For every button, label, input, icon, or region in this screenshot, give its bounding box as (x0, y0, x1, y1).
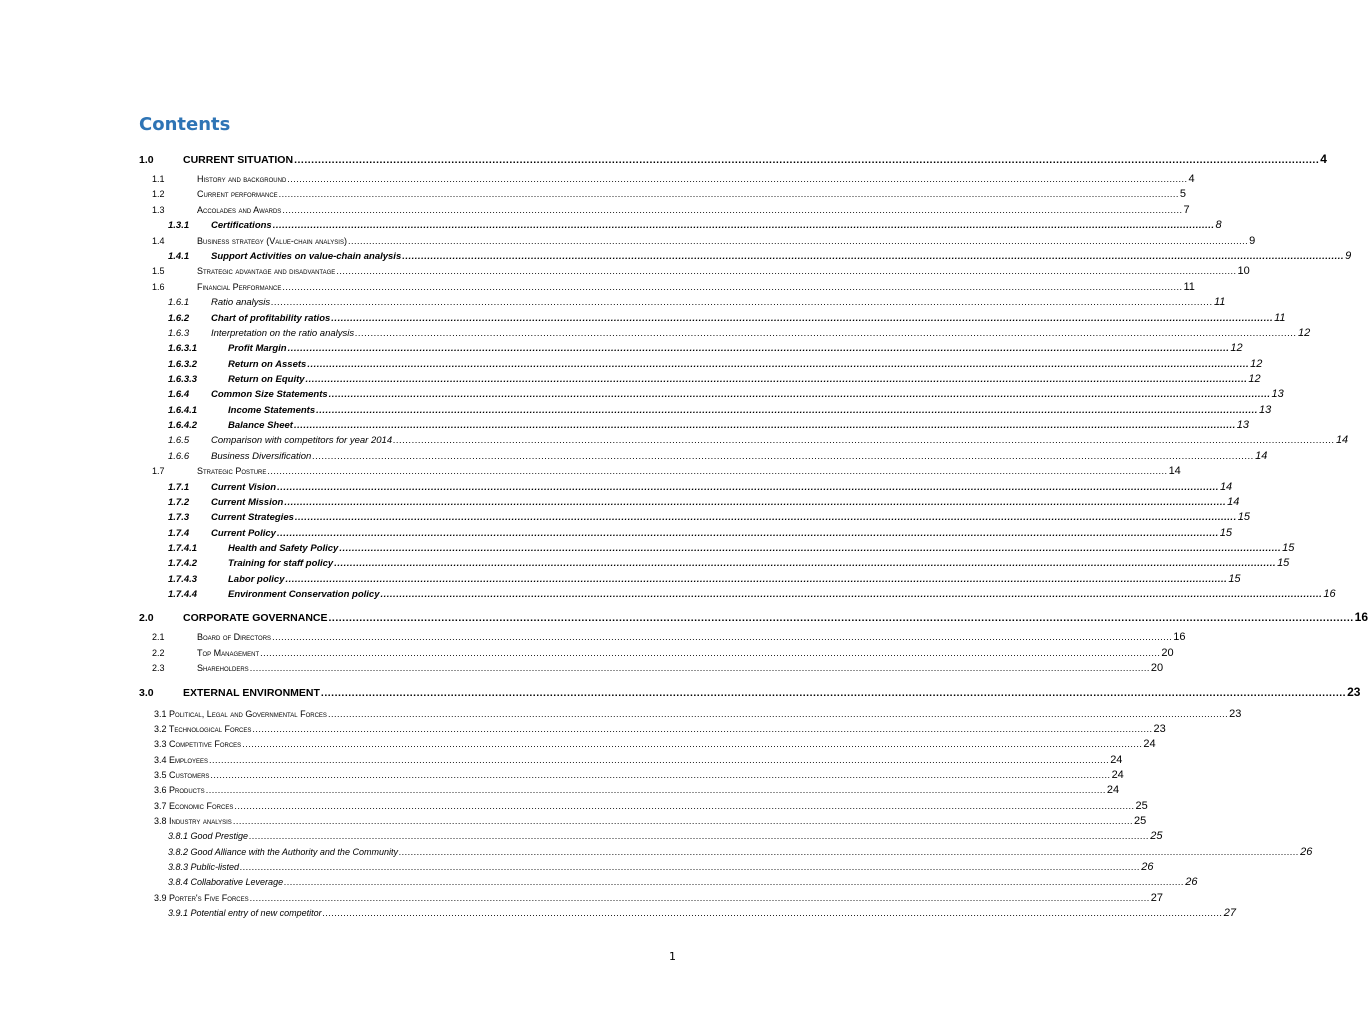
toc-dot-leader: ............................................................................................................................................................................................................................................................................................................ (328, 612, 1354, 624)
toc-entry-number: 1.7 (152, 466, 165, 476)
toc-entry-number: 1.7.4.3 (168, 574, 198, 585)
toc-dot-leader: ............................................................................................................................................................................................................................................................................................................ (249, 893, 1150, 903)
toc-entry-page: 8 (1215, 219, 1222, 231)
toc-entry[interactable] (168, 358, 1263, 374)
toc-entry-label: Accolades and Awards (197, 205, 282, 215)
toc-entry-page: 25 (1150, 830, 1163, 842)
toc-dot-leader: ............................................................................................................................................................................................................................................................................................................ (294, 512, 1237, 523)
toc-dot-leader: ............................................................................................................................................................................................................................................................................................................ (339, 543, 1282, 554)
toc-entry-label: Strategic advantage and disadvantage (197, 266, 336, 276)
toc-entry[interactable] (139, 610, 1368, 626)
toc-entry[interactable] (168, 342, 1243, 358)
toc-entry-page: 20 (1150, 662, 1164, 674)
toc-dot-leader: ............................................................................................................................................................................................................................................................................................................ (278, 189, 1179, 199)
toc-entry-label: 3.1 Political, Legal and Governmental Forces (154, 709, 327, 719)
toc-entry-number: 1.6 (152, 282, 165, 292)
toc-entry-label: Current Strategies (211, 512, 294, 523)
toc-entry[interactable] (152, 281, 1195, 297)
toc-entry-label: 3.9.1 Potential entry of new competitor (168, 908, 322, 918)
toc-entry-label: 3.8.3 Public-listed (168, 862, 240, 872)
toc-entry-page: 16 (1173, 631, 1186, 643)
toc-entry-number: 3.0 (139, 687, 154, 699)
toc-entry[interactable] (168, 511, 1250, 527)
toc-entry-number: 1.7.4 (168, 528, 190, 539)
toc-entry[interactable] (152, 662, 1164, 678)
toc-entry-page: 12 (1248, 373, 1261, 385)
toc-entry-page: 23 (1229, 708, 1242, 720)
toc-entry-page: 10 (1237, 265, 1250, 277)
toc-entry[interactable] (154, 784, 1120, 800)
toc-entry-page: 5 (1179, 188, 1186, 200)
toc-dot-leader: ............................................................................................................................................................................................................................................................................................................ (272, 632, 1173, 642)
toc-dot-leader: ............................................................................................................................................................................................................................................................................................................ (272, 220, 1215, 231)
toc-entry-page: 23 (1347, 685, 1361, 699)
toc-entry[interactable] (168, 373, 1261, 389)
toc-entry-page: 12 (1250, 358, 1263, 370)
toc-dot-leader: ............................................................................................................................................................................................................................................................................................................ (398, 847, 1300, 857)
toc-entry-page: 14 (1219, 481, 1233, 493)
toc-dot-leader: ............................................................................................................................................................................................................................................................................................................ (327, 709, 1229, 719)
toc-entry-page: 15 (1228, 573, 1241, 585)
toc-entry-label: CURRENT SITUATION (183, 154, 294, 166)
toc-entry-number: 1.7.4.1 (168, 543, 198, 554)
toc-entry-number: 1.6.4.1 (168, 405, 198, 416)
toc-dot-leader: ............................................................................................................................................................................................................................................................................................................ (307, 359, 1250, 370)
toc-entry-page: 24 (1106, 784, 1120, 796)
toc-entry[interactable] (168, 219, 1222, 235)
toc-entry[interactable] (168, 250, 1352, 266)
toc-dot-leader: ............................................................................................................................................................................................................................................................................................................ (312, 451, 1255, 462)
toc-dot-leader: ............................................................................................................................................................................................................................................................................................................ (252, 724, 1153, 734)
toc-entry-number: 2.3 (152, 663, 165, 673)
toc-entry-page: 27 (1223, 907, 1236, 919)
toc-entry-page: 24 (1111, 769, 1124, 781)
toc-entry-page: 14 (1255, 450, 1268, 462)
toc-dot-leader: ............................................................................................................................................................................................................................................................................................................ (282, 205, 1183, 215)
toc-entry-label: 3.7 Economic Forces (154, 801, 234, 811)
toc-entry-page: 23 (1153, 723, 1166, 735)
toc-dot-leader: ............................................................................................................................................................................................................................................................................................................ (331, 313, 1274, 324)
toc-dot-leader: ............................................................................................................................................................................................................................................................................................................ (347, 236, 1249, 246)
toc-entry-label: Health and Safety Policy (228, 543, 339, 554)
toc-dot-leader: ............................................................................................................................................................................................................................................................................................................ (320, 687, 1347, 699)
toc-dot-leader: ............................................................................................................................................................................................................................................................................................................ (355, 328, 1297, 339)
toc-entry-label: Business Diversification (211, 451, 312, 462)
toc-entry[interactable] (154, 708, 1242, 724)
toc-entry[interactable] (154, 754, 1123, 770)
toc-entry-label: CORPORATE GOVERNANCE (183, 612, 328, 624)
toc-entry[interactable] (154, 738, 1156, 754)
toc-entry[interactable] (168, 588, 1336, 604)
toc-entry-label: Balance Sheet (228, 420, 293, 431)
toc-dot-leader: ............................................................................................................................................................................................................................................................................................................ (334, 558, 1277, 569)
toc-entry-page: 13 (1236, 419, 1250, 431)
toc-entry-label: 3.4 Employees (154, 755, 209, 765)
toc-entry[interactable] (152, 235, 1256, 251)
toc-entry[interactable] (168, 876, 1198, 892)
toc-entry-page: 25 (1135, 800, 1148, 812)
toc-dot-leader: ............................................................................................................................................................................................................................................................................................................ (305, 374, 1248, 385)
toc-dot-leader: ............................................................................................................................................................................................................................................................................................................ (271, 297, 1213, 308)
toc-entry-number: 1.6.3 (168, 328, 190, 339)
toc-entry-label: Labor policy (228, 574, 285, 585)
toc-entry-page: 20 (1161, 647, 1174, 659)
toc-entry[interactable] (152, 465, 1181, 481)
toc-entry-page: 27 (1150, 892, 1164, 904)
toc-entry[interactable] (139, 685, 1361, 701)
toc-entry-label: EXTERNAL ENVIRONMENT (183, 687, 320, 699)
toc-entry-number: 1.2 (152, 189, 165, 199)
toc-entry[interactable] (168, 434, 1349, 450)
toc-entry-label: Strategic Posture (197, 466, 267, 476)
toc-entry[interactable] (168, 296, 1226, 312)
toc-entry-page: 15 (1219, 527, 1233, 539)
toc-entry-page: 7 (1183, 204, 1190, 216)
toc-entry[interactable] (152, 173, 1195, 189)
toc-entry-label: Current Policy (211, 528, 276, 539)
toc-dot-leader: ............................................................................................................................................................................................................................................................................................................ (285, 574, 1228, 585)
toc-entry-page: 13 (1271, 388, 1284, 400)
toc-entry[interactable] (152, 631, 1186, 647)
toc-entry-label: 3.8.2 Good Alliance with the Authority and the Community (168, 847, 398, 857)
toc-entry-number: 1.6.3.1 (168, 343, 198, 354)
toc-entry[interactable] (152, 265, 1250, 281)
toc-entry-number: 1.7.1 (168, 482, 190, 493)
toc-entry-label: 3.2 Technological Forces (154, 724, 252, 734)
toc-entry-label: Current Vision (211, 482, 277, 493)
toc-entry-label: Business strategy (Value-chain analysis) (197, 236, 347, 246)
toc-entry[interactable] (168, 573, 1241, 589)
toc-entry[interactable] (168, 830, 1163, 846)
toc-entry-label: Board of Directors (197, 632, 272, 642)
toc-entry-number: 1.7.4.2 (168, 558, 198, 569)
toc-entry-number: 1.7.3 (168, 512, 190, 523)
toc-entry-label: Ratio analysis (211, 297, 271, 308)
toc-dot-leader: ............................................................................................................................................................................................................................................................................................................ (322, 908, 1223, 918)
toc-entry-page: 4 (1188, 173, 1195, 185)
toc-dot-leader: ............................................................................................................................................................................................................................................................................................................ (287, 174, 1188, 184)
toc-entry[interactable] (168, 481, 1233, 497)
toc-entry-label: Interpretation on the ratio analysis (211, 328, 355, 339)
toc-entry-number: 1.4.1 (168, 251, 190, 262)
toc-entry[interactable] (152, 204, 1190, 220)
toc-dot-leader: ............................................................................................................................................................................................................................................................................................................ (402, 251, 1345, 262)
toc-entry-page: 16 (1323, 588, 1336, 600)
toc-dot-leader: ............................................................................................................................................................................................................................................................................................................ (282, 282, 1183, 292)
toc-entry-page: 11 (1274, 312, 1286, 324)
toc-entry-label: 3.8.1 Good Prestige (168, 831, 249, 841)
toc-dot-leader: ............................................................................................................................................................................................................................................................................................................ (240, 862, 1141, 872)
toc-dot-leader: ............................................................................................................................................................................................................................................................................................................ (316, 405, 1258, 416)
toc-entry-number: 1.5 (152, 266, 165, 276)
toc-entry-number: 1.7.2 (168, 497, 190, 508)
toc-entry[interactable] (168, 557, 1290, 573)
toc-entry-label: Chart of profitability ratios (211, 313, 331, 324)
toc-entry-number: 2.1 (152, 632, 165, 642)
toc-entry[interactable] (152, 188, 1186, 204)
toc-entry-label: 3.5 Customers (154, 770, 210, 780)
toc-entry-number: 1.6.6 (168, 451, 190, 462)
toc-entry-page: 26 (1300, 846, 1313, 858)
toc-entry-number: 1.1 (152, 174, 165, 184)
toc-entry[interactable] (168, 527, 1233, 543)
toc-entry-label: Profit Margin (228, 343, 287, 354)
toc-entry-label: 3.9 Porter's Five Forces (154, 893, 249, 903)
toc-entry[interactable] (154, 892, 1164, 908)
toc-entry-label: Financial Performance (197, 282, 282, 292)
toc-entry[interactable] (168, 846, 1313, 862)
toc-entry-number: 1.6.2 (168, 313, 190, 324)
toc-entry-number: 1.6.1 (168, 297, 190, 308)
toc-dot-leader: ............................................................................................................................................................................................................................................................................................................ (267, 466, 1168, 476)
toc-entry-label: 3.8 Industry analysis (154, 816, 232, 826)
toc-dot-leader: ............................................................................................................................................................................................................................................................................................................ (234, 801, 1135, 811)
toc-entry-number: 1.6.4 (168, 389, 190, 400)
toc-entry-number: 2.2 (152, 648, 165, 658)
toc-entry-number: 2.0 (139, 612, 154, 624)
toc-entry-number: 1.6.3.3 (168, 374, 198, 385)
toc-entry[interactable] (168, 327, 1311, 343)
toc-entry-page: 14 (1335, 434, 1349, 446)
toc-entry-label: Certifications (211, 220, 272, 231)
toc-entry-page: 11 (1183, 281, 1195, 293)
toc-dot-leader: ............................................................................................................................................................................................................................................................................................................ (287, 343, 1230, 354)
toc-entry-number: 1.3.1 (168, 220, 190, 231)
toc-entry[interactable] (168, 496, 1240, 512)
toc-dot-leader: ............................................................................................................................................................................................................................................................................................................ (293, 420, 1236, 431)
toc-entry[interactable] (168, 419, 1250, 435)
toc-dot-leader: ............................................................................................................................................................................................................................................................................................................ (380, 589, 1323, 600)
toc-entry-page: 4 (1320, 152, 1327, 166)
toc-entry-label: Current performance (197, 189, 278, 199)
toc-dot-leader: ............................................................................................................................................................................................................................................................................................................ (328, 389, 1271, 400)
toc-dot-leader: ............................................................................................................................................................................................................................................................................................................ (336, 266, 1237, 276)
toc-entry-label: Environment Conservation policy (228, 589, 380, 600)
toc-entry-page: 11 (1213, 296, 1226, 308)
toc-entry[interactable] (154, 723, 1166, 739)
toc-dot-leader: ............................................................................................................................................................................................................................................................................................................ (393, 435, 1335, 446)
toc-entry-label: Common Size Statements (211, 389, 328, 400)
toc-entry-page: 26 (1141, 861, 1154, 873)
toc-entry[interactable] (168, 312, 1286, 328)
toc-entry[interactable] (168, 542, 1295, 558)
toc-entry-number: 1.6.4.2 (168, 420, 198, 431)
toc-entry[interactable] (168, 907, 1236, 923)
toc-heading: Contents (139, 114, 231, 135)
toc-entry-label: Comparison with competitors for year 2014 (211, 435, 393, 446)
toc-dot-leader: ............................................................................................................................................................................................................................................................................................................ (284, 497, 1227, 508)
toc-entry[interactable] (154, 769, 1124, 785)
toc-entry-label: Return on Assets (228, 359, 307, 370)
toc-dot-leader: ............................................................................................................................................................................................................................................................................................................ (284, 877, 1185, 887)
toc-entry-label: Shareholders (197, 663, 249, 673)
toc-entry[interactable] (139, 152, 1327, 168)
toc-entry-page: 9 (1249, 235, 1256, 247)
toc-entry-page: 12 (1230, 342, 1243, 354)
toc-dot-leader: ............................................................................................................................................................................................................................................................................................................ (232, 816, 1133, 826)
toc-dot-leader: ............................................................................................................................................................................................................................................................................................................ (277, 482, 1219, 493)
toc-dot-leader: ............................................................................................................................................................................................................................................................................................................ (249, 831, 1150, 841)
toc-entry-page: 13 (1258, 404, 1272, 416)
toc-entry-number: 1.0 (139, 154, 154, 166)
toc-entry-page: 15 (1282, 542, 1295, 554)
toc-dot-leader: ............................................................................................................................................................................................................................................................................................................ (249, 663, 1150, 673)
toc-entry-label: Top Management (197, 648, 260, 658)
toc-entry-page: 24 (1110, 754, 1123, 766)
toc-entry[interactable] (168, 450, 1268, 466)
toc-entry-label: Current Mission (211, 497, 284, 508)
toc-entry-label: Return on Equity (228, 374, 305, 385)
toc-dot-leader: ............................................................................................................................................................................................................................................................................................................ (276, 528, 1219, 539)
toc-dot-leader: ............................................................................................................................................................................................................................................................................................................ (209, 755, 1110, 765)
toc-entry-page: 24 (1143, 738, 1156, 750)
toc-entry[interactable] (154, 815, 1147, 831)
toc-entry-number: 1.4 (152, 236, 165, 246)
toc-entry-number: 1.3 (152, 205, 165, 215)
toc-dot-leader: ............................................................................................................................................................................................................................................................................................................ (242, 739, 1143, 749)
toc-dot-leader: ............................................................................................................................................................................................................................................................................................................ (294, 154, 1320, 166)
toc-entry-label: 3.6 Products (154, 785, 205, 795)
toc-entry-page: 14 (1227, 496, 1240, 508)
toc-entry-page: 15 (1237, 511, 1250, 523)
toc-entry-number: 1.7.4.4 (168, 589, 198, 600)
toc-entry-label: History and background (197, 174, 287, 184)
toc-entry[interactable] (152, 647, 1174, 663)
toc-entry-page: 14 (1168, 465, 1181, 477)
toc-entry-label: 3.8.4 Collaborative Leverage (168, 877, 284, 887)
toc-dot-leader: ............................................................................................................................................................................................................................................................................................................ (260, 648, 1161, 658)
toc-entry[interactable] (168, 861, 1154, 877)
toc-dot-leader: ............................................................................................................................................................................................................................................................................................................ (205, 785, 1106, 795)
toc-entry-number: 1.6.5 (168, 435, 190, 446)
toc-entry[interactable] (168, 404, 1272, 420)
toc-entry-label: Training for staff policy (228, 558, 334, 569)
page-number: 1 (669, 950, 676, 963)
toc-entry-number: 1.6.3.2 (168, 359, 198, 370)
toc-entry-page: 26 (1185, 876, 1198, 888)
toc-entry[interactable] (168, 388, 1284, 404)
toc-entry-page: 9 (1345, 250, 1352, 262)
toc-entry-page: 16 (1354, 610, 1368, 624)
toc-entry-page: 15 (1277, 557, 1290, 569)
toc-entry-label: Income Statements (228, 405, 316, 416)
toc-entry-label: 3.3 Competitive Forces (154, 739, 242, 749)
toc-entry-label: Support Activities on value-chain analysis (211, 251, 402, 262)
toc-entry-page: 12 (1297, 327, 1311, 339)
toc-entry-page: 25 (1133, 815, 1147, 827)
toc-dot-leader: ............................................................................................................................................................................................................................................................................................................ (210, 770, 1111, 780)
toc-entry[interactable] (154, 800, 1148, 816)
